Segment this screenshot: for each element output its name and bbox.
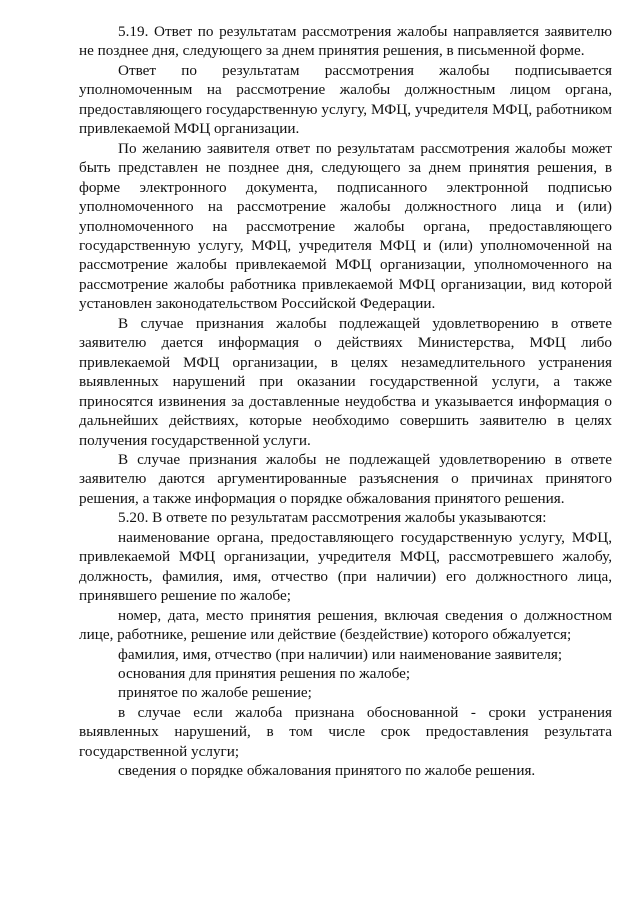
paragraph-5-19: 5.19. Ответ по результатам рассмотрения жалобы направляется заявителю не позднее дня, следующего за днем принятия решения, в письменной форме. [79, 23, 612, 60]
list-item-organ-name: наименование органа, предоставляющего государственную услугу, МФЦ, привлекаемой МФЦ организации, учредителя МФЦ, рассмотревшего жалобу, должность, фамилия, имя, отчество (при наличии) его должностного лица, принявшего решение по жалобе; [79, 528, 612, 605]
paragraph-5-20: 5.20. В ответе по результатам рассмотрения жалобы указываются: [118, 509, 547, 527]
list-item-grounds: основания для принятия решения по жалобе; [118, 664, 411, 682]
list-item-decision: принятое по жалобе решение; [118, 684, 312, 702]
paragraph-electronic-form: По желанию заявителя ответ по результатам рассмотрения жалобы может быть представлен не позднее дня, следующего за днем принятия решения, в форме электронного документа, подписанного электронной подписью уполномоченного на рассмотрение жалобы должностного лица и (или) уполномоченного на рассмотрение жалобы органа, предоставляющего государственную услугу, МФЦ, учредителя МФЦ и (или) уполномоченной на рассмотрение жалобы привлекаемой МФЦ организации, уполномоченного на рассмотрение жалобы работника привлекаемой МФЦ организации, вид которой установлен законодательством Российской Федерации. [79, 139, 612, 313]
list-item-decision-number: номер, дата, место принятия решения, включая сведения о должностном лице, работнике, решение или действие (бездействие) которого обжалуется; [79, 606, 612, 644]
paragraph-complaint-rejected: В случае признания жалобы не подлежащей удовлетворению в ответе заявителю даются аргументированные разъяснения о причинах принятого решения, а также информация о порядке обжалования принятого решения. [79, 450, 612, 507]
list-item-remedy-terms: в случае если жалоба признана обоснованной - сроки устранения выявленных нарушений, в том числе срок предоставления результата государственной услуги; [79, 703, 612, 760]
list-item-appeal-procedure: сведения о порядке обжалования принятого по жалобе решения. [118, 762, 536, 780]
paragraph-signature: Ответ по результатам рассмотрения жалобы подписывается уполномоченным на рассмотрение жалобы должностным лицом органа, предоставляющего государственную услугу, МФЦ, учредителя МФЦ, работником привлекаемой МФЦ организации. [79, 61, 612, 138]
paragraph-complaint-satisfied: В случае признания жалобы подлежащей удовлетворению в ответе заявителю дается информация о действиях Министерства, МФЦ либо привлекаемой МФЦ организации, в целях незамедлительного устранения выявленных нарушений при оказании государственной услуги, а также приносятся извинения за доставленные неудобства и указывается информация о дальнейших действиях, которые необходимо совершить заявителю в целях получения государственной услуги. [79, 314, 612, 449]
list-item-applicant-name: фамилия, имя, отчество (при наличии) или наименование заявителя; [118, 645, 563, 663]
